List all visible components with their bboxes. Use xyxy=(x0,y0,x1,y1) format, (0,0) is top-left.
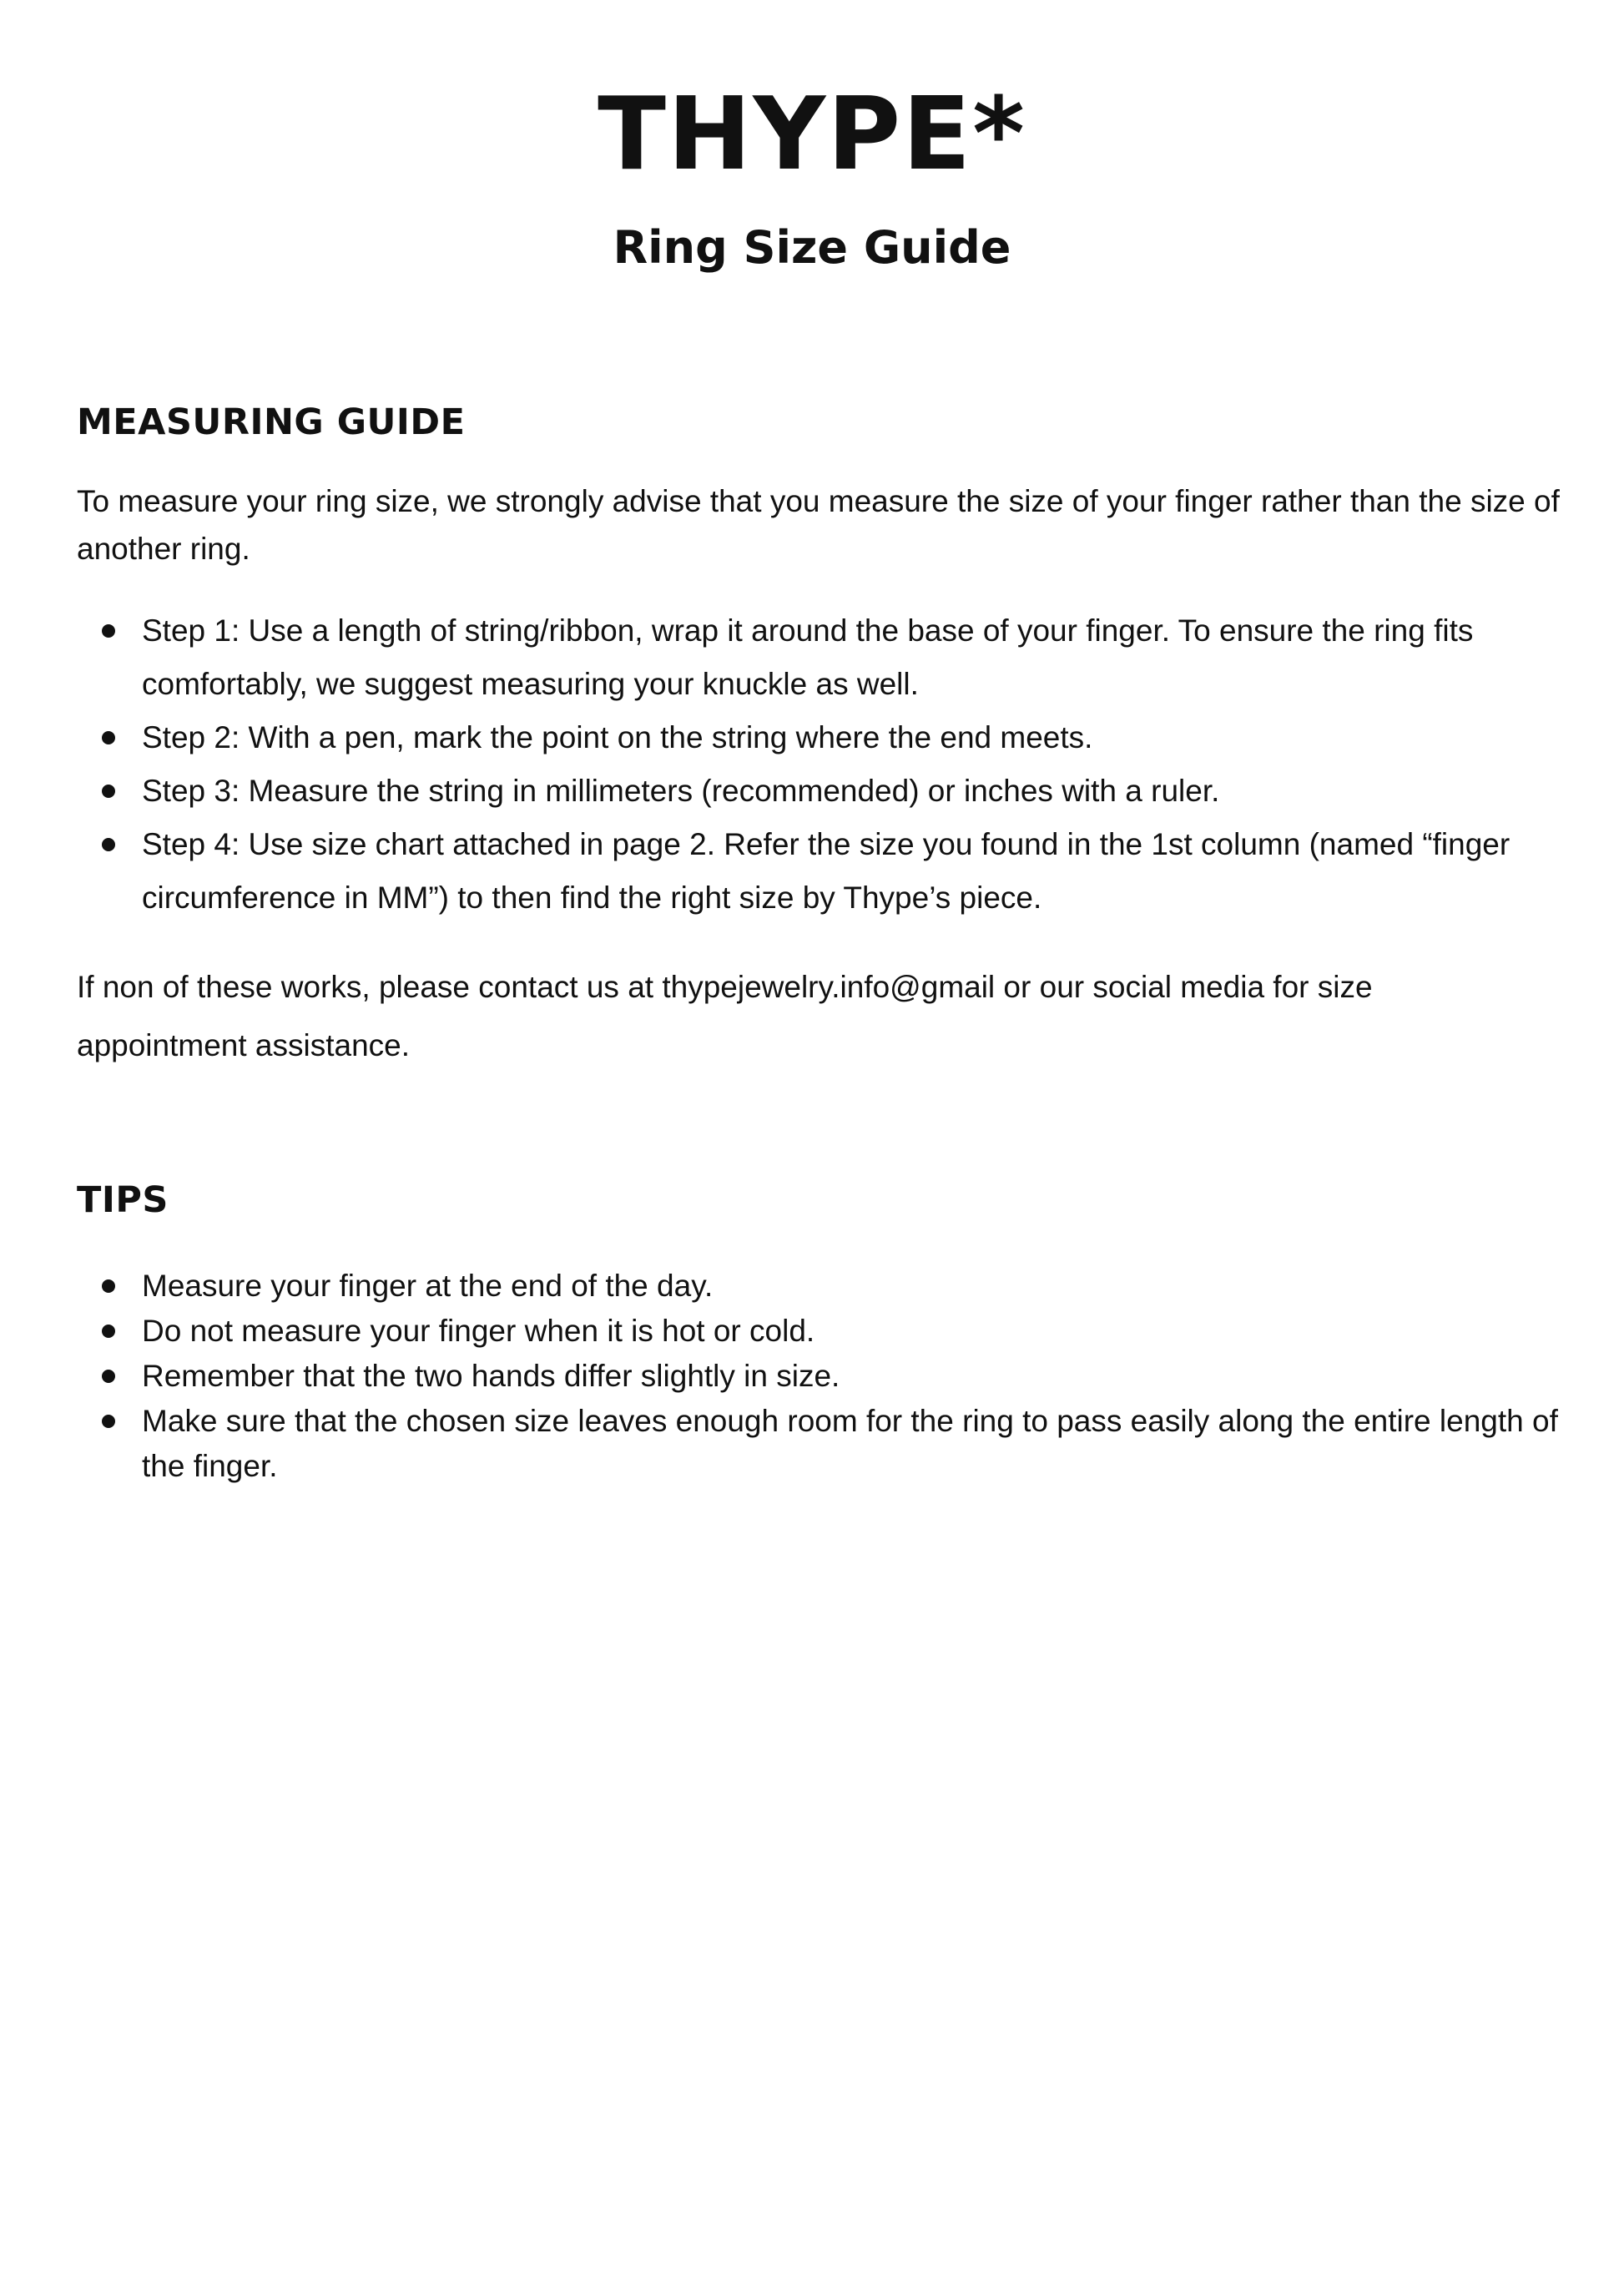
contact-note: If non of these works, please contact us at thypejewelry.info@gmail or our social media for size appointment assistance. xyxy=(77,970,1373,1062)
bullet-icon xyxy=(102,1325,115,1338)
bullet-icon xyxy=(102,1279,115,1293)
tips-heading: TIPS xyxy=(77,1179,169,1221)
measuring-guide-heading: MEASURING GUIDE xyxy=(77,401,466,443)
list-item xyxy=(77,1399,1571,1489)
list-item xyxy=(77,1354,1571,1399)
list-item xyxy=(77,1309,1571,1354)
bullet-icon xyxy=(102,624,115,638)
measuring-steps-list xyxy=(77,604,1571,925)
page-subtitle: Ring Size Guide xyxy=(613,221,1011,274)
step-text: Step 3: Measure the string in millimeters (recommended) or inches with a ruler. xyxy=(142,774,1220,808)
tip-text: Measure your finger at the end of the day. xyxy=(142,1269,714,1303)
tips-list xyxy=(77,1264,1571,1489)
bullet-icon xyxy=(102,785,115,798)
list-item xyxy=(77,764,1571,818)
bullet-icon xyxy=(102,731,115,744)
list-item xyxy=(77,818,1571,925)
brand-title: THYPE* xyxy=(598,77,1026,193)
list-item xyxy=(77,604,1571,711)
tip-text: Remember that the two hands differ slightly in size. xyxy=(142,1359,840,1393)
step-text: Step 4: Use size chart attached in page 2. Refer the size you found in the 1st column (named “finger circumference in MM”) to then find the right size by Thype’s piece. xyxy=(142,827,1511,915)
bullet-icon xyxy=(102,838,115,851)
step-text: Step 1: Use a length of string/ribbon, wrap it around the base of your finger. To ensure the ring fits comfortably, we suggest measuring your knuckle as well. xyxy=(142,613,1474,701)
measuring-guide-intro: To measure your ring size, we strongly advise that you measure the size of your finger rather than the size of another ring. xyxy=(77,484,1560,566)
tip-text: Do not measure your finger when it is hot or cold. xyxy=(142,1314,815,1348)
bullet-icon xyxy=(102,1415,115,1428)
bullet-icon xyxy=(102,1370,115,1383)
list-item xyxy=(77,711,1571,764)
list-item xyxy=(77,1264,1571,1309)
tip-text: Make sure that the chosen size leaves enough room for the ring to pass easily along the entire length of the finger. xyxy=(142,1404,1558,1483)
step-text: Step 2: With a pen, mark the point on the string where the end meets. xyxy=(142,720,1093,754)
